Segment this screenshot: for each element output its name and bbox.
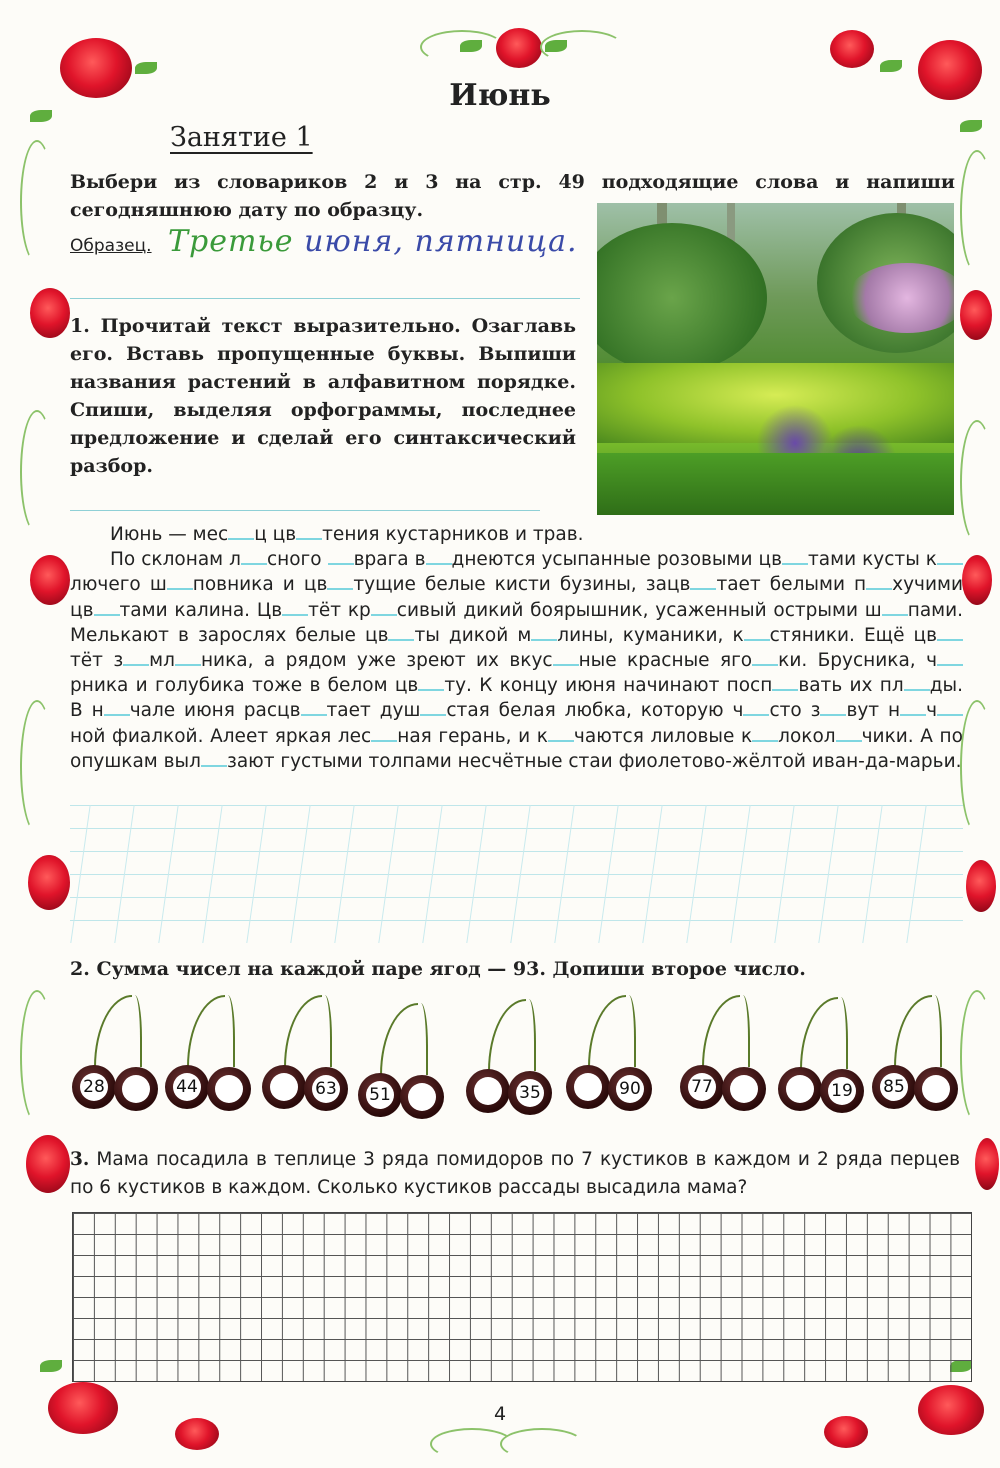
missing-letter-blank[interactable] xyxy=(752,726,778,742)
cherry-pair xyxy=(680,985,776,1115)
task2-instruction: 2. Сумма чисел на каждой паре ягод — 93. Допиши второе число. xyxy=(70,958,806,980)
rose-decoration xyxy=(975,1138,999,1190)
leaf-decoration xyxy=(135,62,157,74)
vine-decoration xyxy=(20,700,54,834)
reading-text xyxy=(70,522,963,774)
answer-circle[interactable] xyxy=(270,1073,298,1101)
text-fragment: ника, а рядом уже зреют их вкус xyxy=(200,650,553,672)
text-fragment: чики. А по опушкам выл xyxy=(70,725,963,772)
missing-letter-blank[interactable] xyxy=(228,524,254,540)
vine-decoration xyxy=(20,990,54,1124)
answer-circle[interactable] xyxy=(730,1075,758,1103)
cherry-stem xyxy=(488,999,526,1071)
text-fragment: тения кустарников и трав. xyxy=(322,524,584,545)
text-fragment: сивый дикий боярышник, усаженный острыми ш xyxy=(396,599,882,621)
given-number: 19 xyxy=(828,1077,856,1105)
missing-letter-blank[interactable] xyxy=(328,549,354,565)
cherry-stem xyxy=(624,995,636,1067)
text-fragment: тами кусты к xyxy=(808,549,937,571)
cherry-pair xyxy=(778,987,874,1117)
rose-decoration xyxy=(30,288,70,338)
cherry-berry xyxy=(608,1067,652,1111)
task1-instruction: 1. Прочитай текст выразительно. Озаглавь его. Вставь пропущенные буквы. Выпиши названия растений в алфавитном порядке. Спиши, выделяя орфограммы, последнее предложение и сделай его синтаксический разбор. xyxy=(70,315,576,477)
lesson-heading: Занятие 1 xyxy=(170,122,313,153)
given-number: 35 xyxy=(516,1079,544,1107)
answer-circle[interactable] xyxy=(474,1077,502,1105)
missing-letter-blank[interactable] xyxy=(782,549,808,565)
cherry-stem xyxy=(524,999,536,1071)
vine-decoration xyxy=(420,30,504,64)
missing-letter-blank[interactable] xyxy=(241,549,267,565)
cherry-berry xyxy=(72,1065,116,1109)
missing-letter-blank[interactable] xyxy=(904,675,930,691)
rose-decoration xyxy=(28,855,70,910)
cherry-stem xyxy=(930,995,942,1067)
missing-letter-blank[interactable] xyxy=(937,625,963,641)
text-fragment: ты дикой м xyxy=(414,624,532,646)
text-fragment: повника и цв xyxy=(192,574,328,596)
cherry-pair xyxy=(262,985,358,1115)
cherry-stem xyxy=(416,1003,428,1075)
text-fragment: стяники. Ещё цв xyxy=(769,624,938,646)
cherry-stem xyxy=(223,995,235,1067)
leaf-decoration xyxy=(960,120,982,132)
page-number: 4 xyxy=(493,1403,507,1425)
text-fragment: тает белыми п xyxy=(716,574,867,596)
rose-decoration xyxy=(960,290,992,340)
cherry-stem xyxy=(588,995,626,1067)
grass xyxy=(597,453,954,515)
cherry-pair xyxy=(165,985,261,1115)
vine-decoration xyxy=(960,700,994,834)
vine-decoration xyxy=(20,140,54,264)
text-fragment: По склонам л xyxy=(110,549,241,571)
sample-words-blue: июня, пятница. xyxy=(304,224,578,259)
cherry-stem xyxy=(836,997,848,1069)
missing-letter-blank[interactable] xyxy=(553,650,579,666)
handwriting-practice-area[interactable] xyxy=(70,805,963,943)
task3-number: 3. xyxy=(70,1149,90,1170)
text-fragment: хучими цв xyxy=(70,574,963,621)
rose-decoration xyxy=(830,30,874,68)
missing-letter-blank[interactable] xyxy=(882,600,908,616)
writing-line xyxy=(70,298,580,299)
cherry-berry xyxy=(778,1067,822,1111)
text-fragment: ту. К концу июня начинают посп xyxy=(444,675,773,697)
missing-letter-blank[interactable] xyxy=(371,726,397,742)
cherry-berry xyxy=(304,1067,348,1111)
missing-letter-blank[interactable] xyxy=(282,600,308,616)
writing-line xyxy=(70,510,540,511)
text-fragment: ной фиалкой. Алеет яркая лес xyxy=(70,725,372,747)
sample-word-green: Третье xyxy=(168,224,294,259)
missing-letter-blank[interactable] xyxy=(418,675,444,691)
missing-letter-blank[interactable] xyxy=(420,700,446,716)
sample-label: Образец. xyxy=(70,236,152,256)
missing-letter-blank[interactable] xyxy=(690,574,716,590)
given-number: 85 xyxy=(880,1073,908,1101)
text-fragment: Июнь — мес xyxy=(110,524,229,545)
cherry-berry xyxy=(508,1071,552,1115)
cherry-stem xyxy=(738,995,750,1067)
missing-letter-blank[interactable] xyxy=(937,700,963,716)
rose-decoration xyxy=(26,1135,70,1193)
missing-letter-blank[interactable] xyxy=(743,700,769,716)
text-fragment: тами калина. Цв xyxy=(119,599,283,621)
text-fragment: тёт кр xyxy=(308,599,371,621)
vine-decoration xyxy=(960,150,994,274)
missing-letter-blank[interactable] xyxy=(937,650,963,666)
missing-letter-blank[interactable] xyxy=(201,751,227,767)
cherry-berry xyxy=(207,1067,251,1111)
cherry-stem xyxy=(187,995,225,1067)
missing-letter-blank[interactable] xyxy=(820,700,846,716)
task3-text xyxy=(70,1146,960,1202)
text-fragment: стая белая любка, которую ч xyxy=(446,700,744,722)
cherry-stem xyxy=(894,995,932,1067)
cherry-berry xyxy=(914,1067,958,1111)
text-fragment: ная герань, и к xyxy=(397,725,548,747)
forest-illustration xyxy=(597,203,954,515)
missing-letter-blank[interactable] xyxy=(123,650,149,666)
vine-decoration xyxy=(20,410,54,534)
cherry-stem xyxy=(702,995,740,1067)
answer-circle[interactable] xyxy=(122,1075,150,1103)
text-fragment: зают густыми толпами несчётные стаи фиолетово-жёлтой иван-да-марьи. xyxy=(226,750,962,772)
cherry-berry xyxy=(722,1067,766,1111)
given-number: 77 xyxy=(688,1073,716,1101)
cherry-berry xyxy=(114,1067,158,1111)
answer-circle[interactable] xyxy=(786,1075,814,1103)
missing-letter-blank[interactable] xyxy=(900,700,926,716)
cherry-stem xyxy=(380,1003,418,1075)
text-paragraph-1 xyxy=(70,522,963,547)
cherry-stem xyxy=(800,997,838,1069)
text-fragment: днеются усыпанные розовыми цв xyxy=(451,549,783,571)
given-number: 28 xyxy=(80,1073,108,1101)
cherry-pair xyxy=(72,985,168,1115)
text-fragment: сного xyxy=(266,549,328,571)
text-fragment: сто з xyxy=(769,700,821,722)
missing-letter-blank[interactable] xyxy=(426,549,452,565)
cherry-pair xyxy=(466,989,562,1119)
rose-decoration xyxy=(966,860,996,912)
task3-problem: Мама посадила в теплице 3 ряда помидоров по 7 кустиков в каждом и 2 ряда перцев по 6 кустиков в каждом. Сколько кустиков рассады высадила мама? xyxy=(70,1149,960,1198)
rose-decoration xyxy=(962,555,992,605)
cherry-berry xyxy=(872,1065,916,1109)
vine-decoration xyxy=(500,1428,584,1460)
missing-letter-blank[interactable] xyxy=(836,726,862,742)
given-number: 63 xyxy=(312,1075,340,1103)
text-fragment: лины, куманики, к xyxy=(557,624,744,646)
missing-letter-blank[interactable] xyxy=(744,625,770,641)
missing-letter-blank[interactable] xyxy=(937,549,963,565)
missing-letter-blank[interactable] xyxy=(104,700,130,716)
cherry-pair xyxy=(872,985,968,1115)
vine-decoration xyxy=(540,30,624,64)
bush xyxy=(597,223,767,373)
sample-handwriting xyxy=(168,224,578,259)
cherry-stem xyxy=(130,995,142,1067)
missing-letter-blank[interactable] xyxy=(548,726,574,742)
page-title: Июнь xyxy=(449,78,551,113)
cherry-berry xyxy=(680,1065,724,1109)
rose-decoration xyxy=(30,555,70,605)
given-number: 51 xyxy=(366,1081,394,1109)
cherry-pair xyxy=(358,993,454,1123)
text-fragment: вать их пл xyxy=(798,675,904,697)
missing-letter-blank[interactable] xyxy=(371,600,397,616)
text-fragment: тущие белые кисти бузины, зацв xyxy=(353,574,691,596)
cherry-berry xyxy=(358,1073,402,1117)
missing-letter-blank[interactable] xyxy=(866,574,892,590)
text-fragment: ные красные яго xyxy=(578,650,753,672)
missing-letter-blank[interactable] xyxy=(167,574,193,590)
text-fragment: чале июня расцв xyxy=(129,700,301,722)
text-fragment: тёт з xyxy=(70,650,124,672)
text-fragment: ки. Брусника, ч xyxy=(778,650,938,672)
cherry-stem xyxy=(320,995,332,1067)
text-fragment: чаются лиловые к xyxy=(573,725,753,747)
missing-letter-blank[interactable] xyxy=(327,574,353,590)
missing-letter-blank[interactable] xyxy=(175,650,201,666)
answer-circle[interactable] xyxy=(215,1075,243,1103)
text-fragment: врага в xyxy=(353,549,426,571)
missing-letter-blank[interactable] xyxy=(388,625,414,641)
cherry-berry xyxy=(820,1069,864,1113)
missing-letter-blank[interactable] xyxy=(301,700,327,716)
intro-instruction: Выбери из словариков 2 и 3 на стр. 49 подходящие слова и напиши сегодняшнюю дату по образцу. xyxy=(70,171,955,221)
missing-letter-blank[interactable] xyxy=(94,600,120,616)
cherry-berry xyxy=(165,1065,209,1109)
text-fragment: ды. В н xyxy=(70,675,963,722)
text-fragment: ц цв xyxy=(254,524,297,545)
text-fragment: тает душ xyxy=(326,700,421,722)
text-fragment: ч xyxy=(926,700,937,722)
answer-circle[interactable] xyxy=(408,1083,436,1111)
missing-letter-blank[interactable] xyxy=(296,524,322,540)
text-paragraph-2 xyxy=(70,547,963,774)
leaf-decoration xyxy=(880,60,902,72)
missing-letter-blank[interactable] xyxy=(531,625,557,641)
cherry-stem xyxy=(94,995,132,1067)
cherry-pair xyxy=(566,985,662,1115)
answer-grid[interactable] xyxy=(72,1212,972,1382)
text-fragment: вут н xyxy=(846,700,901,722)
cherry-berry xyxy=(566,1065,610,1109)
text-fragment: мл xyxy=(149,650,175,672)
given-number: 90 xyxy=(616,1075,644,1103)
cherry-stem xyxy=(284,995,322,1067)
text-fragment: пами. Мелькают в зарослях белые цв xyxy=(70,599,964,646)
vine-decoration xyxy=(960,420,994,544)
leaf-decoration xyxy=(40,1360,62,1372)
cherry-berry xyxy=(400,1075,444,1119)
cherry-berry xyxy=(466,1069,510,1113)
text-fragment: рника и голубика тоже в белом цв xyxy=(70,675,419,697)
given-number: 44 xyxy=(173,1073,201,1101)
missing-letter-blank[interactable] xyxy=(752,650,778,666)
answer-circle[interactable] xyxy=(574,1073,602,1101)
answer-circle[interactable] xyxy=(922,1075,950,1103)
text-fragment: локол xyxy=(778,725,836,747)
cherry-berry xyxy=(262,1065,306,1109)
text-fragment: лючего ш xyxy=(70,574,167,596)
missing-letter-blank[interactable] xyxy=(772,675,798,691)
